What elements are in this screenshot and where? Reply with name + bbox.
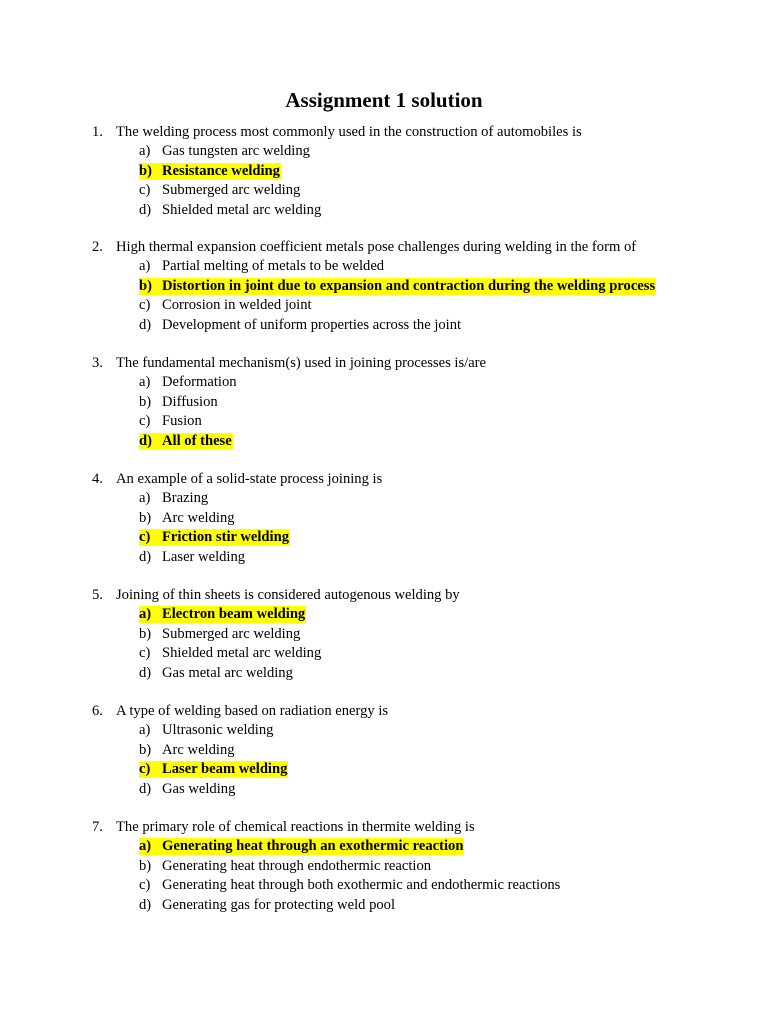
option-text: Resistance welding: [162, 162, 280, 179]
question-text: The fundamental mechanism(s) used in joining processes is/are: [116, 355, 487, 371]
option-text: Gas tungsten arc welding: [162, 143, 310, 160]
correct-answer-option: [92, 605, 752, 624]
option-text: Electron beam welding: [162, 606, 306, 623]
option-letter: a): [139, 490, 151, 507]
option-letter: c): [139, 413, 151, 430]
correct-answer-option: [92, 528, 752, 547]
correct-answer-option: [92, 432, 752, 451]
question-text: The primary role of chemical reactions in thermite welding is: [116, 819, 475, 835]
question-7: [92, 818, 752, 915]
question-number: 1.: [92, 124, 103, 140]
option-letter: d): [139, 316, 152, 333]
answer-option: [92, 373, 752, 392]
option-text: Deformation: [162, 374, 237, 391]
question-text: A type of welding based on radiation energy is: [116, 703, 389, 719]
option-text: Submerged arc welding: [162, 182, 301, 199]
answer-option: [92, 625, 752, 644]
correct-answer-option: [92, 277, 752, 296]
option-text: Arc welding: [162, 741, 235, 758]
option-text: All of these: [162, 432, 232, 449]
correct-answer-option: [92, 162, 752, 181]
question-text: An example of a solid-state process joining is: [116, 471, 383, 487]
option-letter: c): [139, 297, 151, 314]
answer-option: [92, 548, 752, 567]
option-letter: c): [139, 529, 151, 546]
option-letter: d): [139, 664, 152, 681]
question-5: [92, 586, 752, 683]
answer-option: [92, 257, 752, 276]
question-number: 3.: [92, 355, 103, 371]
question-stem: [92, 123, 752, 142]
answer-option: [92, 181, 752, 200]
answer-option: [92, 509, 752, 528]
option-text: Generating heat through both exothermic and endothermic reactions: [162, 877, 561, 894]
answer-option: [92, 201, 752, 220]
option-letter: c): [139, 645, 151, 662]
answer-option: [92, 664, 752, 683]
question-3: [92, 354, 752, 451]
question-text: High thermal expansion coefficient metals pose challenges during welding in the form of: [116, 239, 637, 255]
option-letter: d): [139, 201, 152, 218]
option-letter: b): [139, 162, 152, 179]
option-letter: c): [139, 761, 151, 778]
option-letter: b): [139, 857, 152, 874]
answer-option: [92, 316, 752, 335]
answer-option: [92, 412, 752, 431]
option-text: Shielded metal arc welding: [162, 645, 322, 662]
option-text: Generating gas for protecting weld pool: [162, 896, 396, 913]
option-letter: a): [139, 606, 152, 623]
option-letter: a): [139, 838, 152, 855]
option-text: Partial melting of metals to be welded: [162, 258, 385, 275]
question-text: The welding process most commonly used in the construction of automobiles is: [116, 124, 582, 140]
question-number: 7.: [92, 819, 103, 835]
option-text: Laser welding: [162, 548, 246, 565]
answer-option: [92, 489, 752, 508]
answer-option: [92, 857, 752, 876]
page-title: Assignment 1 solution: [285, 88, 483, 112]
option-text: Corrosion in welded joint: [162, 297, 312, 314]
answer-option: [92, 896, 752, 915]
question-stem: [92, 354, 752, 373]
option-letter: d): [139, 432, 152, 449]
option-text: Gas welding: [162, 780, 236, 797]
answer-option: [92, 142, 752, 161]
question-text: Joining of thin sheets is considered autogenous welding by: [116, 587, 460, 603]
question-stem: [92, 818, 752, 837]
option-text: Generating heat through an exothermic reaction: [162, 838, 464, 855]
option-letter: a): [139, 722, 151, 739]
question-4: [92, 470, 752, 567]
option-letter: d): [139, 548, 152, 565]
option-letter: a): [139, 143, 151, 160]
question-2: [92, 238, 752, 335]
option-letter: d): [139, 780, 152, 797]
option-text: Gas metal arc welding: [162, 664, 293, 681]
option-text: Shielded metal arc welding: [162, 201, 322, 218]
option-letter: a): [139, 374, 151, 391]
answer-option: [92, 393, 752, 412]
option-text: Arc welding: [162, 509, 235, 526]
answer-option: [92, 296, 752, 315]
option-letter: b): [139, 509, 152, 526]
answer-option: [92, 780, 752, 799]
question-stem: [92, 470, 752, 489]
option-letter: b): [139, 277, 152, 294]
option-text: Fusion: [162, 413, 202, 430]
option-text: Submerged arc welding: [162, 625, 301, 642]
option-text: Distortion in joint due to expansion and contraction during the welding process: [162, 277, 656, 294]
option-letter: d): [139, 896, 152, 913]
option-text: Laser beam welding: [162, 761, 288, 778]
option-letter: a): [139, 258, 151, 275]
option-letter: b): [139, 393, 152, 410]
question-number: 2.: [92, 239, 103, 255]
answer-option: [92, 876, 752, 895]
option-letter: b): [139, 741, 152, 758]
answer-option: [92, 721, 752, 740]
answer-option: [92, 644, 752, 663]
question-number: 5.: [92, 587, 103, 603]
correct-answer-option: [92, 837, 752, 856]
question-number: 6.: [92, 703, 103, 719]
answer-option: [92, 741, 752, 760]
option-letter: b): [139, 625, 152, 642]
question-stem: [92, 702, 752, 721]
option-letter: c): [139, 877, 151, 894]
option-text: Ultrasonic welding: [162, 722, 274, 739]
correct-answer-option: [92, 760, 752, 779]
option-text: Friction stir welding: [162, 529, 290, 546]
option-text: Brazing: [162, 490, 209, 507]
question-6: [92, 702, 752, 799]
option-text: Development of uniform properties across the joint: [162, 316, 462, 333]
question-stem: [92, 238, 752, 257]
option-text: Generating heat through endothermic reaction: [162, 857, 432, 874]
question-number: 4.: [92, 471, 103, 487]
option-letter: c): [139, 182, 151, 199]
question-1: [92, 123, 752, 220]
question-stem: [92, 586, 752, 605]
option-text: Diffusion: [162, 393, 218, 410]
